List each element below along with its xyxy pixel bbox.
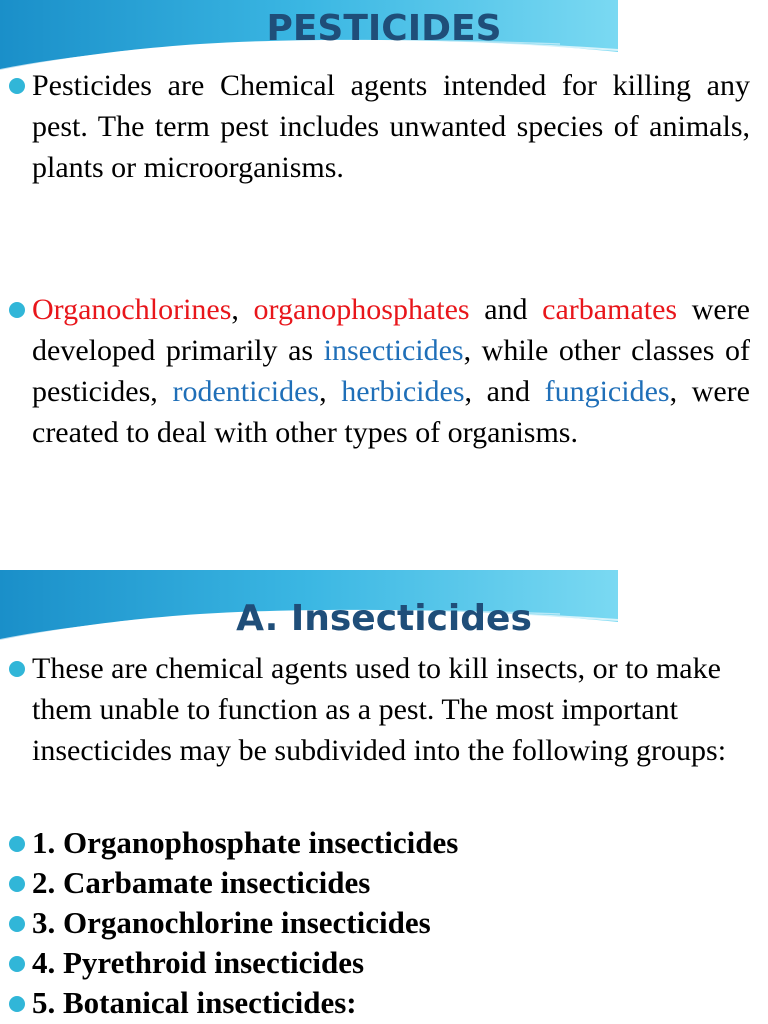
slide-pesticides [0, 0, 768, 510]
slide-insecticides [0, 570, 768, 1024]
term-rodenticides: rodenticides [172, 375, 320, 408]
paragraph-insecticides-definition: These are chemical agents used to kill insects, or to make them unable to function as a pest. The most important insecticides may be subdivided into the following groups: [32, 652, 727, 767]
term-fungicides: fungicides [544, 375, 670, 408]
text-fragment: , [231, 293, 239, 326]
text-fragment: , were created to deal with other types of organisms. [32, 375, 750, 449]
group-item: 4. Pyrethroid insecticides [32, 945, 365, 980]
term-organophosphates: organophosphates [253, 293, 470, 326]
text-fragment: , and [464, 375, 545, 408]
text-fragment: and [469, 293, 543, 326]
term-insecticides: insecticides [323, 334, 464, 367]
bullet-icon [9, 836, 25, 852]
slide-title: A. Insecticides [236, 598, 532, 639]
bullet-icon [9, 916, 25, 932]
term-organochlorines: Organochlorines [32, 293, 232, 326]
text-fragment: were developed primarily as [32, 293, 750, 367]
bullet-icon [9, 302, 25, 318]
bullet-icon [9, 876, 25, 892]
paragraph-definition: Pesticides are Chemical agents intended for killing any pest. The term pest includes unwanted species of animals, plants or microorganisms. [32, 69, 750, 184]
group-item: 5. Botanical insecticides: [32, 985, 357, 1020]
paragraph-classes [32, 289, 750, 453]
bullet-icon [9, 78, 25, 94]
group-item: 1. Organophosphate insecticides [32, 825, 459, 860]
bullet-icon [9, 661, 25, 677]
term-carbamates: carbamates [542, 293, 678, 326]
bullet-icon [9, 956, 25, 972]
term-herbicides: herbicides [341, 375, 465, 408]
text-fragment: , [319, 375, 342, 408]
slide-title: PESTICIDES [266, 8, 502, 49]
bullet-icon [9, 996, 25, 1012]
text-fragment: , while other classes of pesticides, [32, 334, 750, 408]
group-item: 3. Organochlorine insecticides [32, 905, 431, 940]
group-item: 2. Carbamate insecticides [32, 865, 371, 900]
